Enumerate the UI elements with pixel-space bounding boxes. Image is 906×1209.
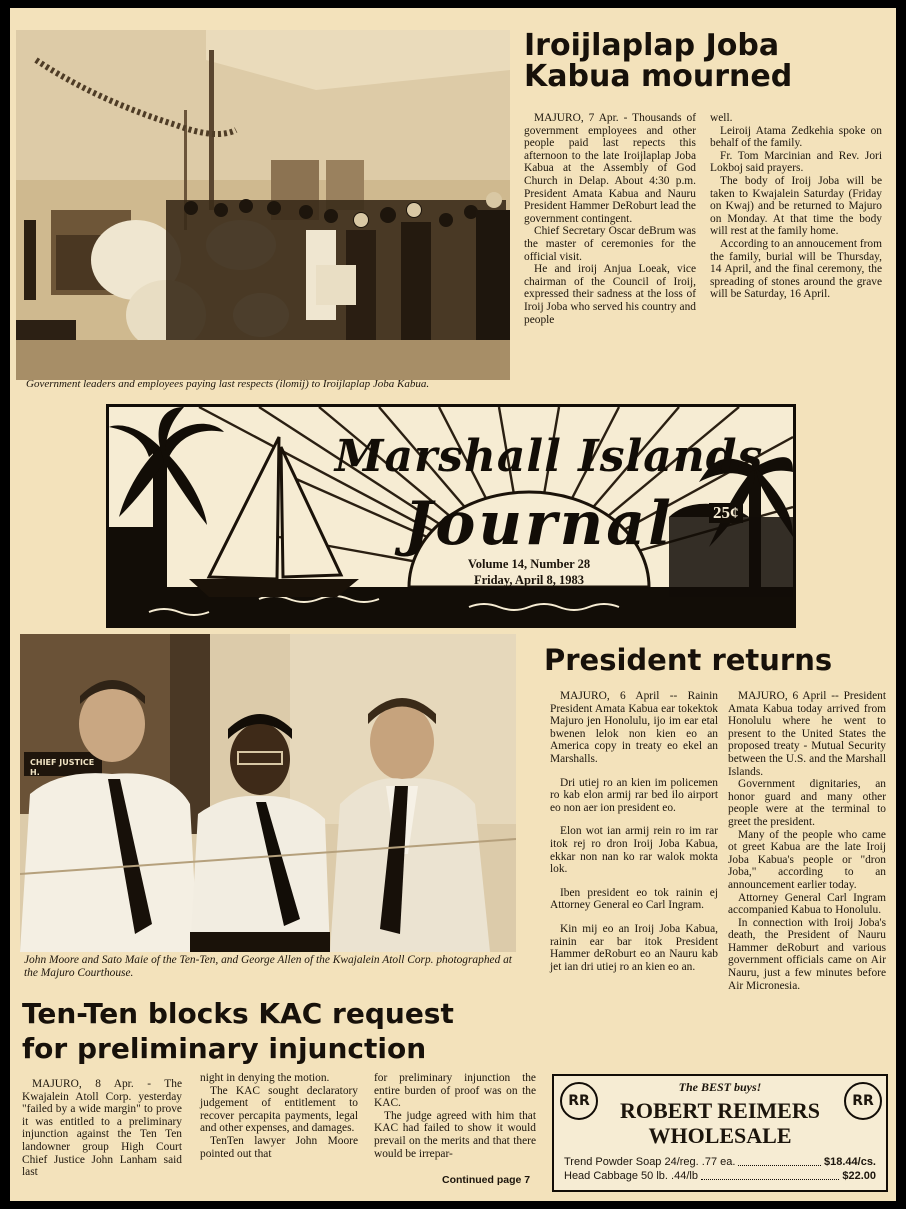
ad-leader <box>738 1156 821 1166</box>
story1-paragraph: The body of Iroij Joba will be taken to Kwajalein Saturday (Friday on Kwaj) and be returned to Majuro on Monday. At that time the body will rest at the family home. <box>710 174 882 238</box>
robert-reimers-ad <box>552 1074 888 1192</box>
funeral-photo <box>16 30 510 380</box>
story3-paragraph: night in denying the motion. <box>200 1072 330 1084</box>
story2-paragraph: MAJURO, 6 April -- President Amata Kabua today arrived from Honolulu where he went to present to the United States the proposed treaty - Mutual Security between the U.S. and the Marshall Islands. <box>728 690 886 778</box>
story3-paragraph: TenTen lawyer John Moore pointed out that <box>200 1134 358 1160</box>
funeral-scene-image <box>16 30 510 380</box>
story3-headline-line1: Ten-Ten blocks KAC request <box>22 997 454 1030</box>
newspaper-page <box>10 8 896 1201</box>
story1-column2 <box>710 112 882 301</box>
story2-paragraph: In connection with Iroij Joba's death, the President of Nauru Hammer deRoburt and various government officials came on Air Nauru, just a few minutes before Air Micronesia. <box>728 916 886 992</box>
story1-headline-line2: Kabua mourned <box>524 59 793 94</box>
story2-paragraph: Attorney General Carl Ingram accompanied Kabua to Honolulu. <box>728 891 886 917</box>
story3-paragraph: MAJURO, 8 Apr. - The Kwajalein Atoll Corp. yesterday "failed by a wide margin" to prove it was entitled to a preliminary injunction against the Ten Ten landowner group High Court Chief Justice John Lanham said last <box>22 1078 182 1179</box>
courthouse-scene-image <box>20 634 516 952</box>
story2-column2 <box>728 690 886 992</box>
ad-item-row <box>564 1170 876 1183</box>
masthead-title-line2: Journal <box>404 489 674 559</box>
story2-headline: President returns <box>544 643 833 677</box>
ad-item-unit: .77 ea. <box>701 1156 736 1168</box>
masthead-price: 25¢ <box>709 503 743 523</box>
story2-paragraph: MAJURO, 6 April -- Rainin President Amata Kabua ear tokektok Majuro jen Honolulu, ijo im ear etal bwenen lelok non kien eo an America copy in treaty eo ekel an Marshalls. <box>550 690 718 765</box>
story1-paragraph: Leiroij Atama Zedkehia spoke on behalf of the family. <box>710 124 882 150</box>
story3-paragraph: The judge agreed with him that KAC had failed to show it would prevail on the merits and that there would be irrepar- <box>374 1109 536 1160</box>
story3-paragraph: The KAC sought declaratory judgement of entitlement to recover percapita payments, legal and other expenses, and damages. <box>200 1084 358 1135</box>
story1-paragraph: MAJURO, 7 Apr. - Thousands of government employees and other people paid last repects this afternoon to the late Iroijlaplap Joba Kabua at the Assembly of God Church in Delap. About 4:30 p.m. President Amata Kabua and Nauru President Hammer DeRoburt lead the government contingent. <box>524 112 696 225</box>
ad-name-line2: WHOLESALE <box>648 1123 792 1148</box>
ad-item-unit: .44/lb <box>671 1170 698 1182</box>
courthouse-photo-caption: John Moore and Sato Maie of the Ten-Ten, and George Allen of the Kwajalein Atoll Corp. photographed at the Majuro Courthouse. <box>24 954 512 979</box>
story3-column1 <box>22 1078 182 1179</box>
masthead <box>106 404 796 628</box>
funeral-photo-caption: Government leaders and employees paying last respects (ilomij) to Iroijlaplap Joba Kabua. <box>26 378 430 390</box>
story1-paragraph: Fr. Tom Marcinian and Rev. Jori Lokboj said prayers. <box>710 149 882 175</box>
story2-paragraph: Dri utiej ro an kien im policemen ro kab elon armij rar bed ilo airport eo non aer ion president eo. <box>550 776 718 814</box>
story1-paragraph: According to an annoucement from the family, burial will be Thursday, 14 April, and the final ceremony, the spreading of stones around the grave will be Saturday, 16 April. <box>710 237 882 301</box>
ad-item-name: Head Cabbage 50 lb. <box>564 1170 668 1182</box>
story2-paragraph: Kin mij eo an Iroij Joba Kabua, rainin ear bar itok President Hammer deRoburt eo an Nauru kab jet ian dri utiej ro an kien eo an. <box>550 922 718 973</box>
ad-item-price: $18.44/cs. <box>824 1156 876 1168</box>
story2-column1 <box>550 690 718 973</box>
story3-column3 <box>374 1072 536 1160</box>
ad-item-price: $22.00 <box>842 1170 876 1182</box>
story2-paragraph: Many of the people who came ot greet Kabua are the late Iroij Joba Kabua's people or "dron Joba," according to an announcement earlier today. <box>728 828 886 891</box>
story2-paragraph: Government dignitaries, an honor guard and many other people were at the terminal to greet the president. <box>728 778 886 828</box>
courthouse-photo <box>20 634 516 952</box>
story1-paragraph: Chief Secretary Oscar deBrum was the master of ceremonies for the official visit. <box>524 225 696 263</box>
ad-logo-right-icon: RR <box>844 1082 882 1120</box>
story3-headline <box>22 996 542 1066</box>
story3-column2 <box>200 1072 358 1160</box>
ad-name-line1: ROBERT REIMERS <box>620 1098 820 1123</box>
story3-paragraph: for preliminary injunction the entire burden of proof was on the KAC. <box>374 1072 536 1110</box>
story1-headline-line1: Iroijlaplap Joba <box>524 28 780 63</box>
story2-paragraph: Iben president eo tok rainin ej Attorney General eo Carl Ingram. <box>550 886 718 912</box>
story2-paragraph: Elon wot ian armij rein ro im rar itok rej ro dron Iroij Joba Kabua, ekkar non nan ko rar walok mokta lok. <box>550 825 718 876</box>
masthead-volume: Volume 14, Number 28 <box>467 557 591 571</box>
story1-paragraph: well. <box>710 112 733 124</box>
masthead-title-line1: Marshall Islands <box>334 431 764 482</box>
ad-logo-left-icon: RR <box>560 1082 598 1120</box>
story1-paragraph: He and iroij Anjua Loeak, vice chairman of the Council of Iroij, expressed their sadness at the loss of Iroij Joba who served his country and people <box>524 263 696 326</box>
continued-note: Continued page 7 <box>442 1174 531 1186</box>
ad-item-name: Trend Powder Soap 24/reg. <box>564 1156 699 1168</box>
story3-headline-line2: for preliminary injunction <box>22 1032 427 1065</box>
masthead-date: Friday, April 8, 1983 <box>473 573 585 587</box>
story1-column1 <box>524 112 696 326</box>
story1-headline <box>524 30 894 92</box>
ad-item-row <box>564 1156 876 1169</box>
ad-leader <box>701 1170 839 1180</box>
courthouse-sign: CHIEF JUSTICE H. <box>30 758 95 777</box>
ad-tagline: The BEST buys! <box>678 1080 762 1094</box>
